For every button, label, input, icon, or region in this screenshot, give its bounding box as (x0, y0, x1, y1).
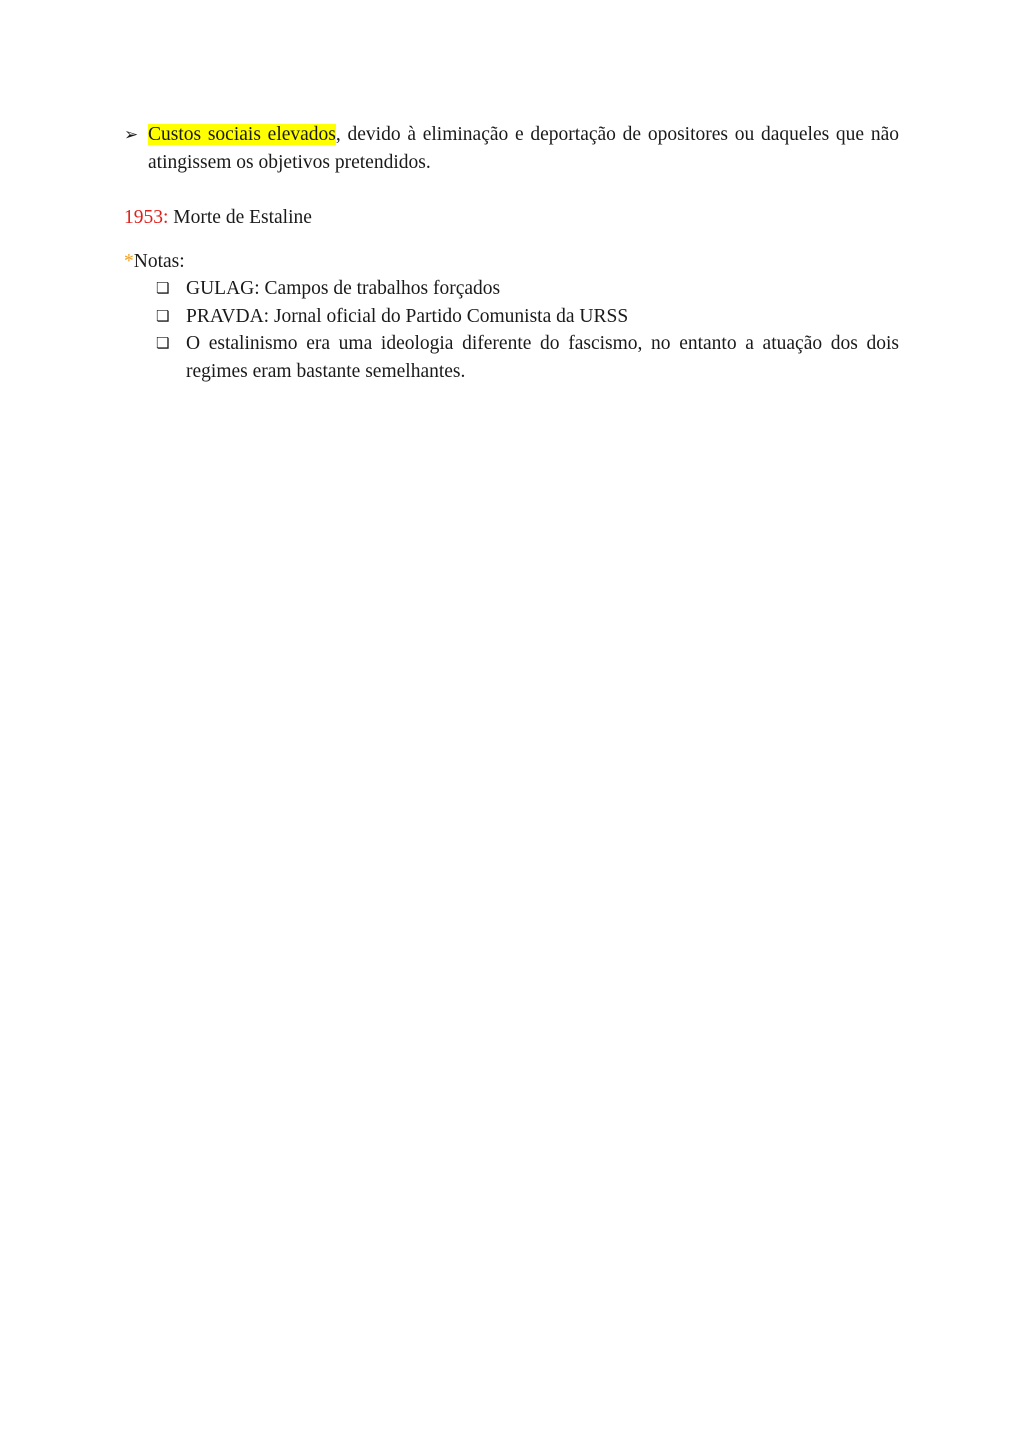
list-item (156, 275, 899, 303)
list-item (156, 330, 899, 385)
notes-title: Notas: (133, 251, 185, 272)
event-line (124, 204, 312, 232)
note-text: GULAG: Campos de trabalhos forçados (186, 278, 501, 299)
social-costs-bullet (124, 121, 899, 177)
asterisk-icon: * (124, 251, 134, 272)
highlighted-text: Custos sociais elevados (148, 124, 336, 145)
arrow-bullet-icon: ➢ (124, 125, 139, 145)
checkbox-bullet-icon: ❏ (156, 306, 170, 325)
note-text: PRAVDA: Jornal oficial do Partido Comunista da URSS (186, 305, 629, 327)
checkbox-bullet-icon: ❏ (156, 334, 170, 352)
list-item (156, 303, 899, 331)
event-year: 1953: (124, 207, 169, 228)
notes-list (156, 275, 899, 385)
bullet-rest-text: , devido à eliminação e deportação de opositores ou daqueles que não atingissem os objetivos pretendidos. (148, 124, 899, 173)
event-text: Morte de Estaline (168, 207, 312, 228)
note-text: O estalinismo era uma ideologia diferente do fascismo, no entanto a atuação dos dois regimes eram bastante semelhantes. (186, 333, 899, 382)
bullet-text (148, 121, 899, 177)
bullet-row (124, 121, 899, 177)
checkbox-bullet-icon: ❏ (156, 279, 170, 297)
notes-heading (124, 248, 185, 276)
